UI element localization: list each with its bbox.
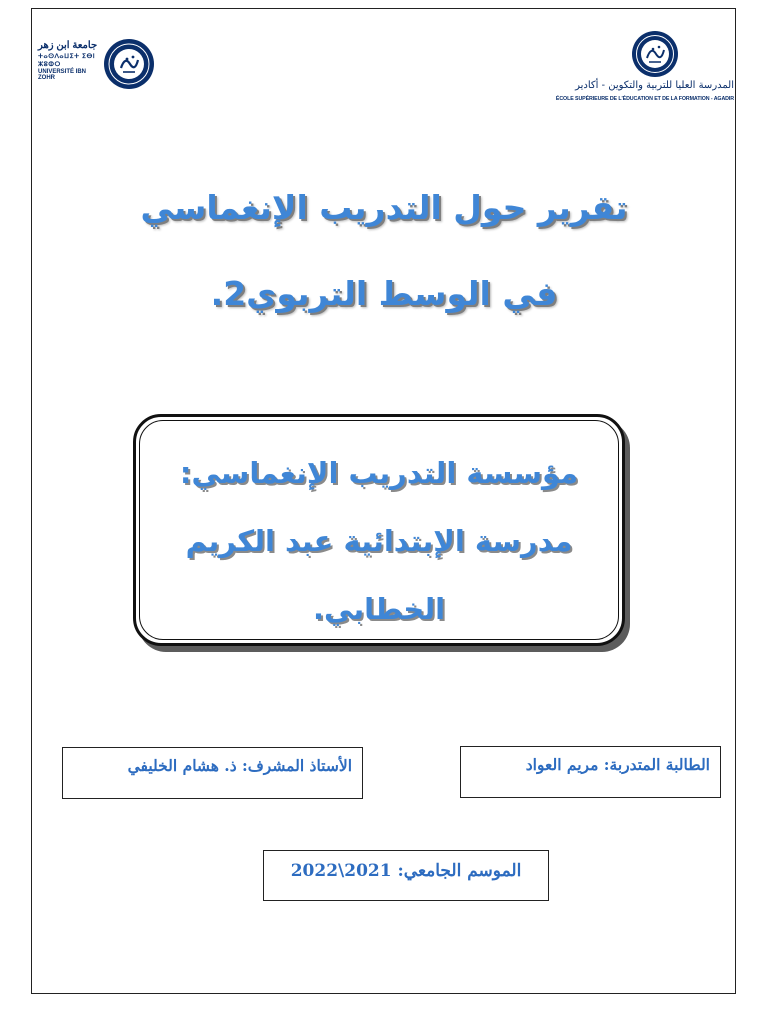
university-seal-icon — [103, 38, 155, 90]
school-seal-icon — [631, 30, 679, 78]
student-name-box: الطالبة المتدربة: مريم العواد — [460, 746, 721, 798]
university-name — [38, 40, 102, 81]
institution-box — [133, 414, 625, 646]
supervisor-name-box: الأستاذ المشرف: ذ. هشام الخليفي — [62, 747, 363, 799]
institution-line1: مؤسسة التدريب الإنغماسي: — [179, 456, 579, 490]
school-name-french: ÉCOLE SUPÉRIEURE DE L'ÉDUCATION ET DE LA FORMATION - AGADIR — [555, 96, 734, 102]
academic-season-box: الموسم الجامعي: 2021\2022 — [263, 850, 549, 901]
school-name-arabic: المدرسة العليا للتربية والتكوين - أكادير — [575, 80, 734, 91]
report-title-line2: في الوسط التربوي2. — [210, 274, 558, 313]
institution-line2: مدرسة الإبتدائية عبد الكريم — [185, 524, 573, 558]
university-name-tifinagh: ⵜⴰⵙⴷⴰⵡⵉⵜ ⵉⴱⵏ ⵣⵓⵀⵔ — [38, 53, 96, 68]
university-logo — [38, 38, 154, 98]
report-title-line1: تقرير حول التدريب الإنغماسي — [140, 188, 628, 227]
university-name-arabic: جامعة ابن زهر — [38, 40, 98, 51]
school-logo — [555, 30, 734, 110]
institution-line3: الخطابي. — [312, 592, 446, 626]
institution-text — [156, 439, 602, 643]
university-name-french: UNIVERSITÉ IBN ZOHR — [38, 69, 87, 81]
